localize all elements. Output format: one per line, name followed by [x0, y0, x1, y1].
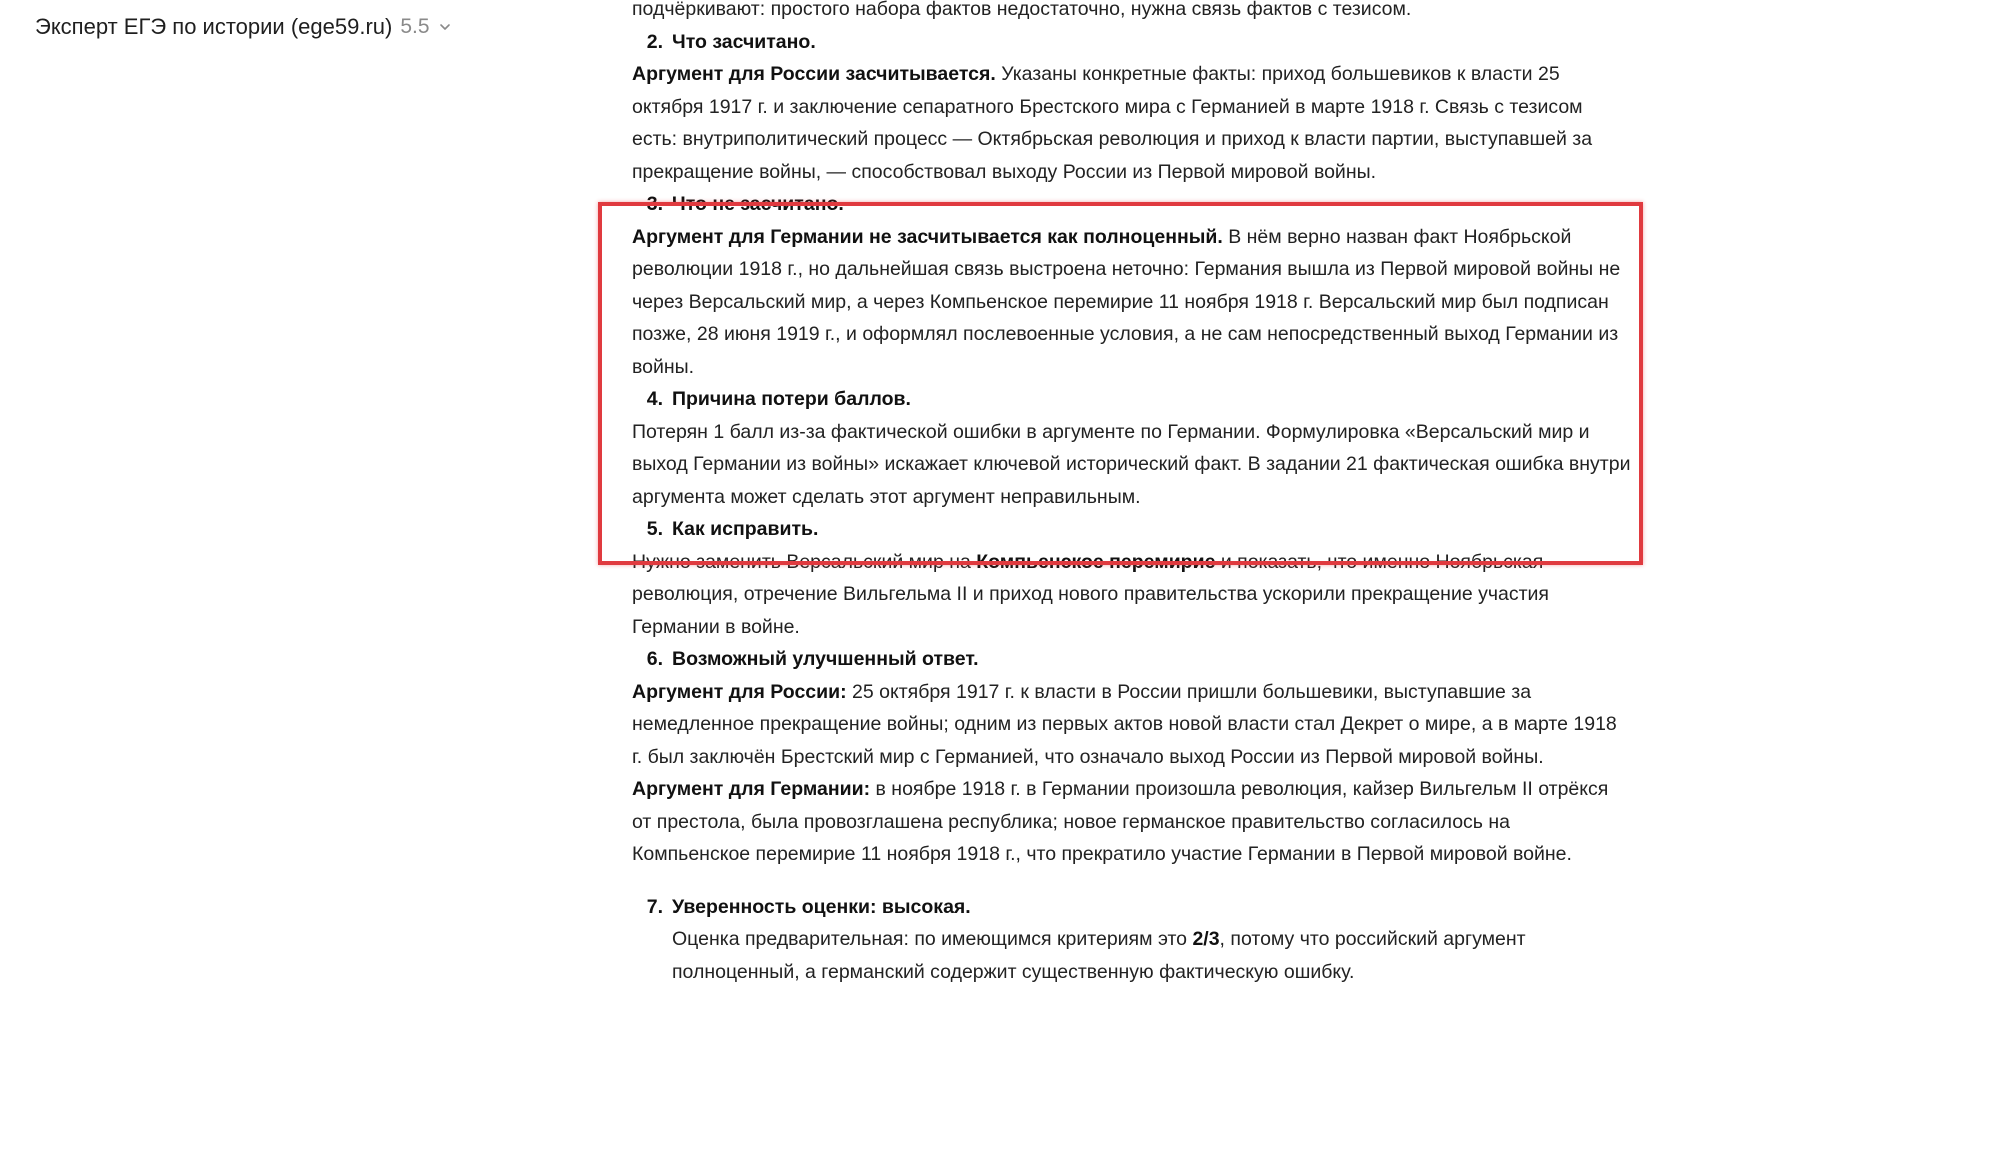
- paragraph-text: и показать, что именно Ноябрьская революция, отречение Вильгельма II и приход нового правительства ускорили прекращение участия Германии в войне.: [632, 550, 1549, 638]
- heading-text: Что засчитано.: [672, 30, 816, 53]
- paragraph-text: Нужно заменить Версальский мир на: [632, 550, 977, 573]
- paragraph-text: в ноябре 1918 г. в Германии произошла революция, кайзер Вильгельм II отрёкся от престола, была провозглашена республика; новое германское правительство согласилось на Компьенское перемирие 11 ноября 1918 г., что прекратило участие Германии в Первой мировой войне.: [632, 778, 1609, 865]
- model-selector[interactable]: [35, 14, 452, 40]
- section-heading-confidence: [632, 891, 1632, 924]
- paragraph-not-credited: [632, 221, 1632, 384]
- list-number: 2.: [646, 30, 663, 53]
- bold-text: Аргумент для России засчитывается.: [632, 63, 996, 85]
- paragraph-confidence: [632, 923, 1632, 988]
- bold-text: Аргумент для Германии не засчитывается как полноценный.: [632, 225, 1223, 248]
- paragraph-how-to-fix: [632, 546, 1632, 644]
- model-version: 5.5: [400, 15, 430, 38]
- bold-text: 2/3: [1192, 928, 1220, 950]
- bottom-fade: [560, 1120, 1680, 1160]
- paragraph-improved-russia: [632, 676, 1632, 774]
- paragraph-intro-tail: подчёркивают: простого набора фактов недостаточно, нужна связь фактов с тезисом.: [632, 0, 1412, 20]
- paragraph-text: В нём верно назван факт Ноябрьской революции 1918 г., но дальнейшая связь выстроена неточно: Германия вышла из Первой мировой войны не через Версальский мир, а через Компьенское перемирие 11 ноября 1918 г. Версальский мир был подписан позже, 28 июня 1919 г., и оформлял послевоенные условия, а не сам непосредственный выход Германии из войны.: [632, 225, 1621, 378]
- bold-text: Аргумент для России:: [632, 680, 847, 703]
- section-heading-points-lost: [632, 383, 1632, 416]
- section-heading-credited: [632, 26, 1632, 59]
- bold-text: Компьенское перемирие: [976, 550, 1216, 573]
- list-number: 4.: [646, 388, 663, 410]
- paragraph-text: Оценка предварительная: по имеющимся критериям это: [672, 928, 1193, 950]
- paragraph-text: Указаны конкретные факты: приход большевиков к власти 25 октября 1917 г. и заключение сепаратного Брестского мира с Германией в марте 1918 г. Связь с тезисом есть: внутриполитический процесс — Октябрьская революция и приход к власти партии, выступавшей за прекращение войны, — способствовал выходу России из Первой мировой войны.: [632, 63, 1593, 183]
- list-number: 5.: [646, 518, 663, 540]
- heading-text: Возможный улучшенный ответ.: [672, 648, 979, 670]
- assistant-message: [632, 0, 1632, 988]
- heading-text: Причина потери баллов.: [672, 388, 911, 410]
- bold-text: Аргумент для Германии:: [632, 778, 871, 800]
- heading-text: Уверенность оценки: высокая.: [672, 895, 971, 918]
- paragraph-improved-germany: [632, 773, 1632, 871]
- chevron-down-icon: [438, 20, 452, 34]
- app-title: Эксперт ЕГЭ по истории (ege59.ru): [35, 14, 393, 39]
- paragraph-text: , потому что российский аргумент полноценный, а германский содержит существенную фактическую ошибку.: [672, 928, 1526, 983]
- list-number: 7.: [646, 895, 663, 918]
- paragraph-points-lost: Потерян 1 балл из-за фактической ошибки в аргументе по Германии. Формулировка «Версальский мир и выход Германии из войны» искажает ключевой исторический факт. В задании 21 фактическая ошибка внутри аргумента может сделать этот аргумент неправильным.: [632, 420, 1631, 508]
- section-heading-how-to-fix: [632, 513, 1632, 546]
- paragraph-text: 25 октября 1917 г. к власти в России пришли большевики, выступавшие за немедленное прекращение войны; одним из первых актов новой власти стал Декрет о мире, а в марте 1918 г. был заключён Брестский мир с Германией, что означало выход России из Первой мировой войны.: [632, 680, 1617, 768]
- heading-text: Как исправить.: [672, 518, 819, 540]
- section-heading-not-credited: [632, 188, 1632, 221]
- paragraph-credited: [632, 58, 1632, 188]
- list-number: 6.: [646, 648, 663, 670]
- section-heading-improved-answer: [632, 643, 1632, 676]
- list-number: 3.: [646, 193, 663, 215]
- heading-text: Что не засчитано.: [672, 193, 844, 215]
